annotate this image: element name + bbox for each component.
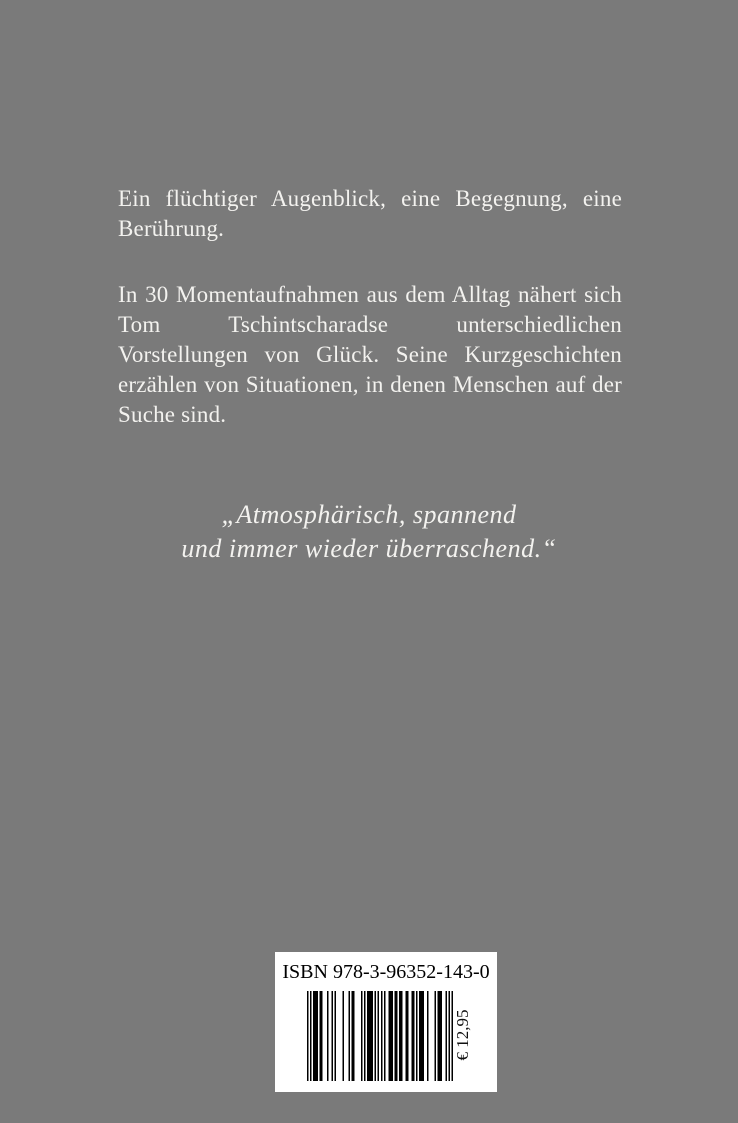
barcode-bars [307,991,453,1081]
price-label: € 12,95 [453,1009,472,1061]
isbn-barcode-box [275,952,497,1092]
review-quote [0,498,738,566]
blurb [118,184,622,430]
isbn-text: ISBN 978-3-96352-143-0 [282,961,490,983]
quote-line-2: und immer wieder überraschend.“ [181,534,557,563]
blurb-paragraph-1: Ein flüchtiger Augenblick, eine Begegnung, eine Berührung. [118,186,622,241]
quote-line-1: „Atmosphärisch, spannend [221,500,517,529]
blurb-paragraph-2: In 30 Momentaufnahmen aus dem Alltag nähert sich Tom Tschintscharadse unterschiedlichen Vorstellungen von Glück. Seine Kurzgeschichten erzählen von Situationen, in denen Menschen auf der Suche sind. [118,282,622,427]
